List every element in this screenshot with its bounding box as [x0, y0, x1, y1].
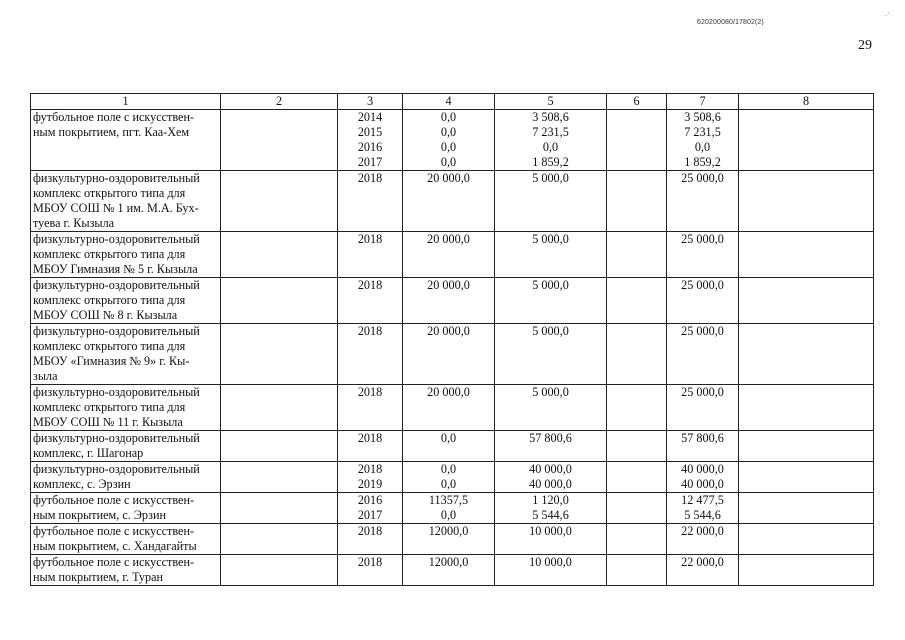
column-7-total-cell [667, 493, 739, 524]
object-name-cell [31, 524, 221, 555]
cell-line: физкультурно-оздоровительный [33, 431, 200, 445]
cell-line: футбольное поле с искусствен- [33, 524, 195, 538]
cell-line: физкультурно-оздоровительный [33, 278, 200, 292]
object-name-cell [31, 171, 221, 232]
cell-line: 0,0 [440, 477, 457, 491]
column-6-cell [607, 171, 667, 232]
cell-line: 0,0 [440, 140, 457, 154]
column-6-cell [607, 462, 667, 493]
column-4-value-cell [403, 524, 495, 555]
cell-line: 2016 [357, 140, 383, 154]
column-6-cell [607, 232, 667, 278]
cell-line: 2016 [357, 493, 383, 507]
column-7-total-cell [667, 171, 739, 232]
cell-line: комплекс, с. Эрзин [33, 477, 131, 491]
cell-line: 12 477,5 [681, 493, 724, 507]
cell-line: 0,0 [440, 110, 457, 124]
column-4-value-cell [403, 431, 495, 462]
cell-line: 2018 [357, 232, 383, 246]
cell-line: комплекс, г. Шагонар [33, 446, 144, 460]
column-4-value-cell [403, 171, 495, 232]
cell-line: футбольное поле с искусствен- [33, 555, 195, 569]
cell-line: 2018 [357, 524, 383, 538]
cell-line: 2017 [357, 508, 383, 522]
column-2-cell [221, 385, 338, 431]
column-7-total-cell [667, 431, 739, 462]
column-5-value-cell [495, 524, 607, 555]
table-row [31, 431, 874, 462]
cell-line: 2014 [357, 110, 383, 124]
cell-line: 25 000,0 [681, 278, 724, 292]
cell-line: 7 231,5 [684, 125, 721, 139]
year-cell [338, 462, 403, 493]
column-6-cell [607, 385, 667, 431]
column-header: 4 [403, 94, 495, 110]
cell-line: 2018 [357, 462, 383, 476]
object-name-cell [31, 232, 221, 278]
cell-line: физкультурно-оздоровительный [33, 232, 200, 246]
column-7-total-cell [667, 385, 739, 431]
cell-line: 22 000,0 [681, 555, 724, 569]
document-code: 620200080/17802(2) [697, 19, 764, 26]
object-name-cell [31, 462, 221, 493]
cell-line: 40 000,0 [681, 477, 724, 491]
column-4-value-cell [403, 555, 495, 586]
column-6-cell [607, 431, 667, 462]
column-8-cell [739, 493, 874, 524]
data-table [30, 93, 874, 586]
column-7-total-cell [667, 232, 739, 278]
table-row [31, 555, 874, 586]
corner-scan-mark: ˗′ [885, 11, 890, 20]
cell-line: 20 000,0 [427, 171, 470, 185]
column-8-cell [739, 232, 874, 278]
cell-line: 2018 [357, 431, 383, 445]
column-header: 1 [31, 94, 221, 110]
column-7-total-cell [667, 462, 739, 493]
cell-line: комплекс открытого типа для [33, 247, 186, 261]
object-name-cell [31, 324, 221, 385]
table-row [31, 110, 874, 171]
cell-line: 25 000,0 [681, 385, 724, 399]
cell-line: 2018 [357, 324, 383, 338]
year-cell [338, 110, 403, 171]
cell-line: 12000,0 [428, 555, 469, 569]
column-header: 8 [739, 94, 874, 110]
column-7-total-cell [667, 555, 739, 586]
cell-line: 40 000,0 [529, 462, 572, 476]
column-header: 2 [221, 94, 338, 110]
cell-line: 40 000,0 [529, 477, 572, 491]
year-cell [338, 232, 403, 278]
cell-line: 0,0 [440, 431, 457, 445]
column-2-cell [221, 555, 338, 586]
cell-line: МБОУ СОШ № 1 им. М.А. Бух- [33, 201, 199, 215]
column-5-value-cell [495, 385, 607, 431]
cell-line: 1 859,2 [532, 155, 569, 169]
year-cell [338, 278, 403, 324]
cell-line: туева г. Кызыла [33, 216, 115, 230]
cell-line: 25 000,0 [681, 232, 724, 246]
column-6-cell [607, 278, 667, 324]
cell-line: 57 800,6 [529, 431, 572, 445]
column-2-cell [221, 431, 338, 462]
cell-line: футбольное поле с искусствен- [33, 493, 195, 507]
cell-line: 20 000,0 [427, 232, 470, 246]
cell-line: 2018 [357, 385, 383, 399]
column-2-cell [221, 324, 338, 385]
cell-line: 3 508,6 [532, 110, 569, 124]
cell-line: 1 120,0 [532, 493, 569, 507]
cell-line: физкультурно-оздоровительный [33, 324, 200, 338]
column-5-value-cell [495, 493, 607, 524]
cell-line: 10 000,0 [529, 524, 572, 538]
cell-line: 2018 [357, 555, 383, 569]
column-header: 3 [338, 94, 403, 110]
column-6-cell [607, 555, 667, 586]
cell-line: физкультурно-оздоровительный [33, 385, 200, 399]
cell-line: 22 000,0 [681, 524, 724, 538]
column-5-value-cell [495, 232, 607, 278]
object-name-cell [31, 493, 221, 524]
cell-line: 2017 [357, 155, 383, 169]
table-row [31, 232, 874, 278]
column-5-value-cell [495, 431, 607, 462]
cell-line: 0,0 [440, 508, 457, 522]
cell-line: 0,0 [440, 155, 457, 169]
column-5-value-cell [495, 171, 607, 232]
year-cell [338, 493, 403, 524]
table-row [31, 493, 874, 524]
cell-line: 25 000,0 [681, 171, 724, 185]
year-cell [338, 385, 403, 431]
cell-line: физкультурно-оздоровительный [33, 171, 200, 185]
cell-line: 5 000,0 [532, 232, 569, 246]
table-row [31, 524, 874, 555]
column-8-cell [739, 555, 874, 586]
column-4-value-cell [403, 232, 495, 278]
cell-line: ным покрытием, с. Хандагайты [33, 539, 197, 553]
column-header: 5 [495, 94, 607, 110]
cell-line: 5 000,0 [532, 385, 569, 399]
cell-line: МБОУ СОШ № 8 г. Кызыла [33, 308, 178, 322]
column-8-cell [739, 324, 874, 385]
column-6-cell [607, 524, 667, 555]
cell-line: ным покрытием, г. Туран [33, 570, 164, 584]
object-name-cell [31, 278, 221, 324]
cell-line: МБОУ Гимназия № 5 г. Кызыла [33, 262, 198, 276]
column-header: 7 [667, 94, 739, 110]
column-4-value-cell [403, 110, 495, 171]
column-2-cell [221, 493, 338, 524]
cell-line: МБОУ «Гимназия № 9» г. Кы- [33, 354, 190, 368]
cell-line: 5 000,0 [532, 278, 569, 292]
table-body [31, 94, 874, 586]
cell-line: 10 000,0 [529, 555, 572, 569]
cell-line: 5 000,0 [532, 171, 569, 185]
column-7-total-cell [667, 324, 739, 385]
column-2-cell [221, 232, 338, 278]
object-name-cell [31, 385, 221, 431]
cell-line: комплекс открытого типа для [33, 293, 186, 307]
table-header-row [31, 94, 874, 110]
column-4-value-cell [403, 385, 495, 431]
cell-line: 0,0 [694, 140, 711, 154]
cell-line: 2019 [357, 477, 383, 491]
year-cell [338, 524, 403, 555]
page-number: 29 [858, 38, 872, 53]
column-5-value-cell [495, 555, 607, 586]
column-8-cell [739, 171, 874, 232]
object-name-cell [31, 110, 221, 171]
cell-line: 2015 [357, 125, 383, 139]
column-4-value-cell [403, 462, 495, 493]
cell-line: 20 000,0 [427, 385, 470, 399]
column-8-cell [739, 431, 874, 462]
column-6-cell [607, 493, 667, 524]
cell-line: 11357,5 [428, 493, 469, 507]
column-8-cell [739, 278, 874, 324]
object-name-cell [31, 431, 221, 462]
cell-line: 2018 [357, 278, 383, 292]
cell-line: 25 000,0 [681, 324, 724, 338]
cell-line: 7 231,5 [532, 125, 569, 139]
cell-line: физкультурно-оздоровительный [33, 462, 200, 476]
cell-line: 40 000,0 [681, 462, 724, 476]
year-cell [338, 431, 403, 462]
cell-line: 5 000,0 [532, 324, 569, 338]
column-6-cell [607, 110, 667, 171]
year-cell [338, 324, 403, 385]
column-5-value-cell [495, 324, 607, 385]
cell-line: комплекс открытого типа для [33, 400, 186, 414]
cell-line: 0,0 [542, 140, 559, 154]
table-row [31, 324, 874, 385]
year-cell [338, 555, 403, 586]
column-5-value-cell [495, 278, 607, 324]
cell-line: 0,0 [440, 462, 457, 476]
cell-line: 5 544,6 [684, 508, 721, 522]
column-5-value-cell [495, 462, 607, 493]
table-row [31, 385, 874, 431]
table-row [31, 278, 874, 324]
column-2-cell [221, 524, 338, 555]
cell-line: 0,0 [440, 125, 457, 139]
column-8-cell [739, 462, 874, 493]
column-4-value-cell [403, 278, 495, 324]
cell-line: ным покрытием, пгт. Каа-Хем [33, 125, 190, 139]
column-7-total-cell [667, 278, 739, 324]
cell-line: 3 508,6 [684, 110, 721, 124]
cell-line: 12000,0 [428, 524, 469, 538]
column-4-value-cell [403, 493, 495, 524]
column-header: 6 [607, 94, 667, 110]
table-row [31, 462, 874, 493]
column-2-cell [221, 110, 338, 171]
column-8-cell [739, 524, 874, 555]
cell-line: МБОУ СОШ № 11 г. Кызыла [33, 415, 183, 429]
cell-line: комплекс открытого типа для [33, 339, 186, 353]
column-6-cell [607, 324, 667, 385]
column-7-total-cell [667, 524, 739, 555]
cell-line: 2018 [357, 171, 383, 185]
column-8-cell [739, 385, 874, 431]
object-name-cell [31, 555, 221, 586]
cell-line: зыла [33, 369, 58, 383]
cell-line: комплекс открытого типа для [33, 186, 186, 200]
year-cell [338, 171, 403, 232]
table-row [31, 171, 874, 232]
column-4-value-cell [403, 324, 495, 385]
column-2-cell [221, 462, 338, 493]
column-2-cell [221, 278, 338, 324]
cell-line: ным покрытием, с. Эрзин [33, 508, 167, 522]
cell-line: 57 800,6 [681, 431, 724, 445]
cell-line: 20 000,0 [427, 324, 470, 338]
cell-line: футбольное поле с искусствен- [33, 110, 195, 124]
cell-line: 1 859,2 [684, 155, 721, 169]
column-2-cell [221, 171, 338, 232]
column-8-cell [739, 110, 874, 171]
cell-line: 5 544,6 [532, 508, 569, 522]
column-5-value-cell [495, 110, 607, 171]
cell-line: 20 000,0 [427, 278, 470, 292]
column-7-total-cell [667, 110, 739, 171]
